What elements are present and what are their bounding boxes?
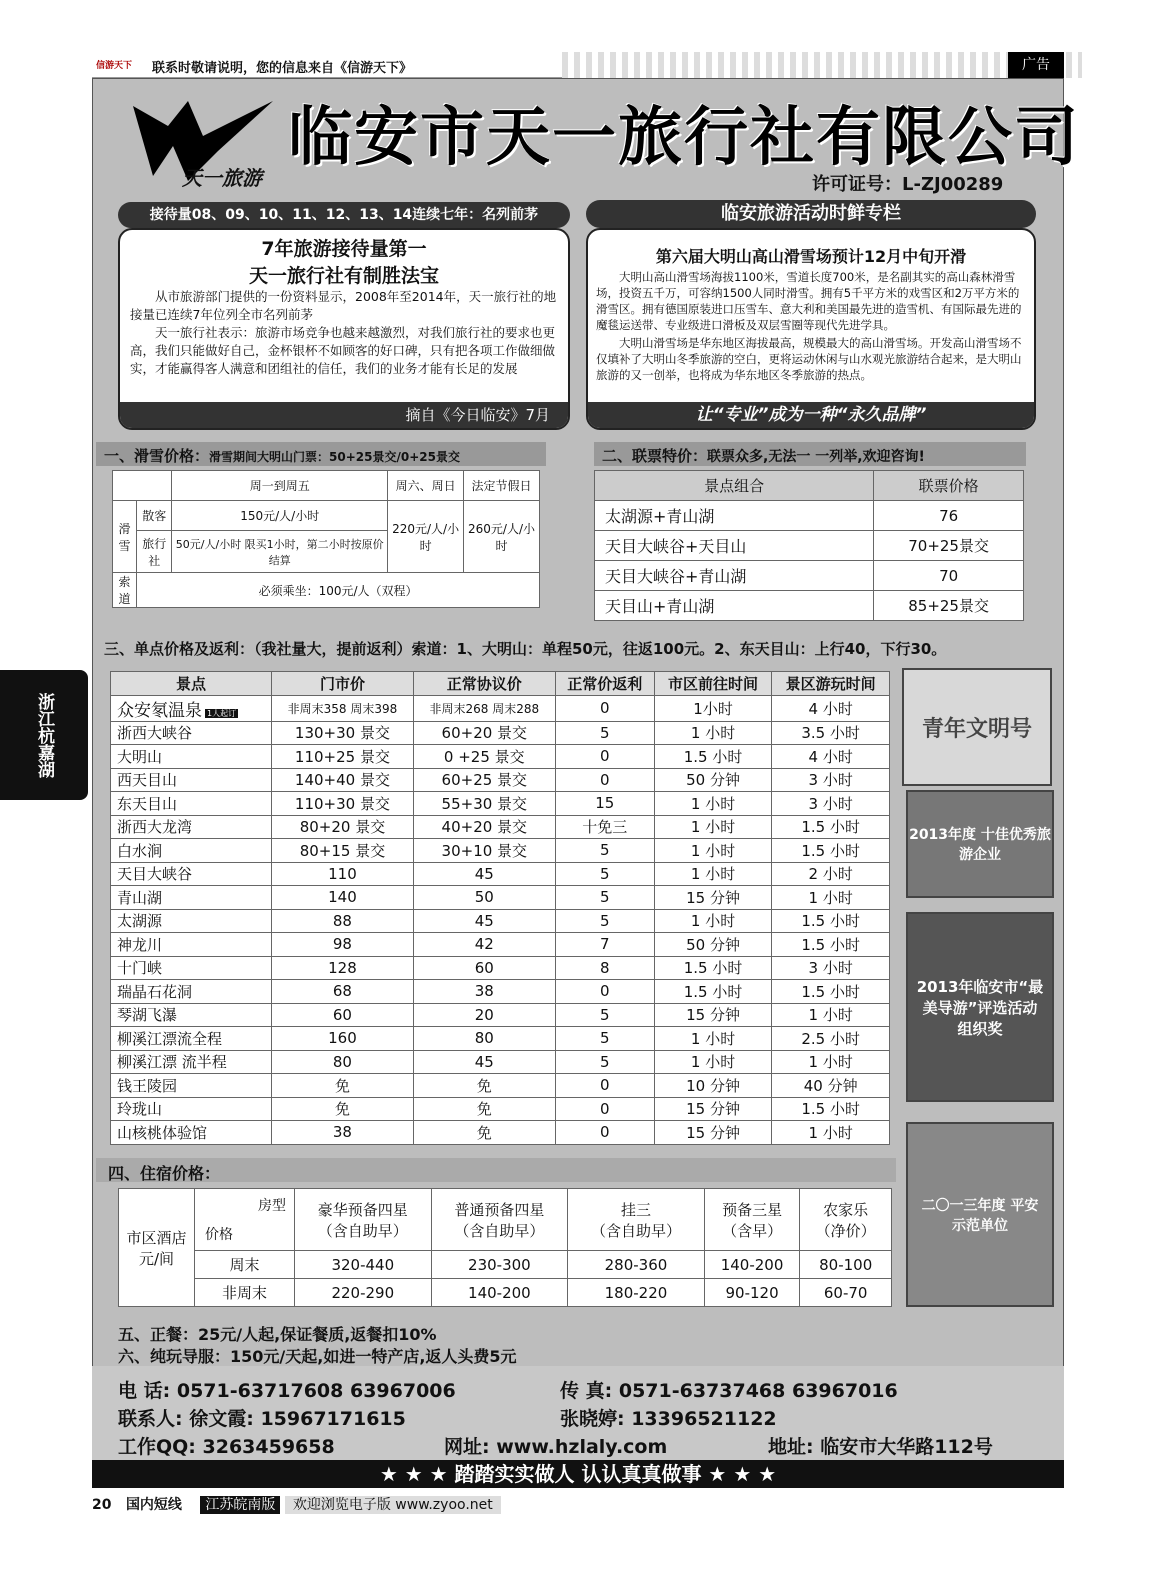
- spots-heading: 三、单点价格及返利：（我社量大，提前返利）索道：1、大明山：单程50元，往返100元。2、东天目山：上行40，下行30。: [104, 640, 947, 658]
- hotel-col-name: 豪华预备四星: [317, 1200, 408, 1219]
- spot-name: [111, 886, 272, 910]
- spot-name: [111, 1097, 272, 1121]
- spot-name-text: 浙西大峡谷: [117, 724, 193, 743]
- spot-name: [111, 768, 272, 792]
- spot-cell: 40 分钟: [772, 1074, 890, 1098]
- ski-heading-label: 一、滑雪价格：: [104, 447, 210, 465]
- combo-row: [595, 531, 1024, 561]
- spot-cell: 5: [555, 1027, 654, 1051]
- left-title-2: 天一旅行社有制胜法宝: [248, 265, 439, 287]
- spot-cell: 1 小时: [772, 1050, 890, 1074]
- publisher-logo: 信游天下: [96, 61, 133, 71]
- hotel-corner-bottom: 价格: [205, 1227, 233, 1243]
- tel-line: [118, 1376, 456, 1403]
- spot-cell: 免: [272, 1074, 414, 1098]
- ski-row-label: 滑雪: [113, 501, 137, 573]
- spot-cell: 1.5 小时: [772, 933, 890, 957]
- spot-cell: 50: [413, 886, 555, 910]
- spot-cell: 1 小时: [654, 862, 772, 886]
- spot-cell: 15 分钟: [654, 886, 772, 910]
- spot-name: [111, 933, 272, 957]
- spot-col: 正常价返利: [555, 672, 654, 696]
- top-bar: [92, 52, 1064, 78]
- spot-cell: 68: [272, 980, 414, 1004]
- hotel-price-table: [118, 1188, 892, 1307]
- qq-line[interactable]: 工作QQ: 3263459658: [118, 1436, 335, 1458]
- left-para-2: 天一旅行社表示：旅游市场竞争也越来越激烈，对我们旅行社的要求也更高，我们只能做好自己，金杯银杯不如顾客的好口碑，只有把各项工作做细做实，才能赢得客人满意和团组社的信任，我们的业务才能有长足的发展: [130, 325, 556, 376]
- ski-price-table: [112, 470, 540, 608]
- footer-site[interactable]: 欢迎浏览电子版 www.zyoo.net: [285, 1496, 501, 1514]
- hotel-weekday-label: 非周末: [195, 1279, 295, 1307]
- award-top-ten: 2013年度 十佳优秀旅游企业: [906, 790, 1054, 898]
- hotel-col: [295, 1189, 432, 1251]
- spot-cell: 55+30 景交: [413, 792, 555, 816]
- spot-cell: 1 小时: [772, 1003, 890, 1027]
- hotel-cell: 90-120: [704, 1279, 800, 1307]
- spot-name: [111, 839, 272, 863]
- spot-cell: 5: [555, 839, 654, 863]
- spot-cell: 1 小时: [772, 1121, 890, 1145]
- spot-name: [111, 815, 272, 839]
- spot-name-text: 众安氡温泉: [117, 700, 202, 721]
- ski-col: 周一到周五: [172, 471, 388, 501]
- spot-cell: 免: [413, 1097, 555, 1121]
- ski-cell: 260元/人/小时: [464, 501, 540, 573]
- spot-cell: 5: [555, 1003, 654, 1027]
- spot-name-text: 十门峡: [117, 959, 163, 978]
- spot-cell: 80: [413, 1027, 555, 1051]
- spot-row: [111, 721, 890, 745]
- hotel-col: [800, 1189, 892, 1251]
- spot-name: [111, 1050, 272, 1074]
- spot-cell: 免: [413, 1074, 555, 1098]
- left-para-1: 从市旅游部门提供的一份资料显示，2008年至2014年，天一旅行社的地接量已连续7年位列全市名列前茅: [130, 289, 557, 322]
- license-number: 许可证号：L-ZJ00289: [812, 174, 1004, 195]
- spot-row: [111, 1050, 890, 1074]
- right-para-2: 大明山滑雪场是华东地区海拔最高，规模最大的高山滑雪场。开发高山滑雪场不仅填补了大明山冬季旅游的空白，更将运动休闲与山水观光旅游结合起来，是大明山旅游的又一创举，也将成为华东地区冬季旅游的热点。: [596, 336, 1022, 382]
- spot-cell: 20: [413, 1003, 555, 1027]
- spot-row: [111, 933, 890, 957]
- tel-label: 电 话:: [118, 1380, 171, 1402]
- right-para-1: 大明山高山滑雪场海拔1100米，雪道长度700米，是名副其实的高山森林滑雪场，投资五千万，可容纳1500人同时滑雪。拥有5千平方米的戏雪区和2万平方米的滑雪区。拥有德国原装进口压雪车、意大利和美国最先进的造雪机、有国际最先进的魔毯运送带、专业级进口滑板及双层雪圈等现代先进学具。: [596, 270, 1022, 332]
- company-title: 临安市天一旅行社有限公司: [288, 101, 1080, 175]
- spot-name: [111, 956, 272, 980]
- spot-cell: 0: [555, 745, 654, 769]
- spot-cell: 1.5 小时: [772, 909, 890, 933]
- combo-name: 天目大峡谷+天目山: [595, 531, 874, 561]
- combo-name: 天目大峡谷+青山湖: [595, 561, 874, 591]
- ski-ropeway: 索道: [113, 573, 137, 608]
- right-slogan: 让“专业”成为一种“永久品牌”: [588, 402, 1034, 428]
- hotel-col-note: （含自助早）: [454, 1221, 545, 1240]
- ski-col: 法定节假日: [464, 471, 540, 501]
- spot-row: [111, 1121, 890, 1145]
- award-youth: 青年文明号: [902, 668, 1052, 786]
- spot-cell: 38: [272, 1121, 414, 1145]
- hotel-col: [704, 1189, 800, 1251]
- spot-row: [111, 1027, 890, 1051]
- spot-name-text: 柳溪江漂流全程: [117, 1029, 223, 1048]
- fax-line: [560, 1376, 898, 1403]
- spot-row: [111, 695, 890, 721]
- right-box-head: 临安旅游活动时鲜专栏: [586, 200, 1036, 228]
- spot-name: [111, 1027, 272, 1051]
- ski-heading-sub: 滑雪期间大明山门票：50+25景交/0+25景交: [209, 450, 460, 464]
- combo-heading-sub: 联票众多,无法一 一列举,欢迎咨询!: [707, 449, 925, 465]
- person-line: [118, 1404, 406, 1431]
- meal-note: 五、正餐：25元/人起,保证餐质,返餐扣10%: [118, 1325, 437, 1344]
- spot-cell: 5: [555, 721, 654, 745]
- combo-col: 联票价格: [874, 471, 1024, 501]
- spot-cell: 1.5 小时: [654, 745, 772, 769]
- spot-cell: 1 小时: [654, 909, 772, 933]
- spot-cell: 1 小时: [654, 792, 772, 816]
- spot-col: 正常协议价: [413, 672, 555, 696]
- spot-name: [111, 909, 272, 933]
- hotel-cell: 140-200: [704, 1251, 800, 1279]
- spot-cell: 4 小时: [772, 695, 890, 721]
- spot-name: [111, 1121, 272, 1145]
- spot-name-text: 白水涧: [117, 841, 163, 860]
- spot-name-text: 东天目山: [117, 794, 178, 813]
- hotel-cell: 320-440: [295, 1251, 432, 1279]
- spot-cell: 10 分钟: [654, 1074, 772, 1098]
- spot-name: [111, 792, 272, 816]
- spot-cell: 1 小时: [772, 886, 890, 910]
- min-order-badge: 1人起订: [207, 708, 237, 718]
- spot-cell: 0: [555, 980, 654, 1004]
- combo-price: 85+25景交: [874, 591, 1024, 621]
- spot-cell: 5: [555, 886, 654, 910]
- spot-col: 景点: [111, 672, 272, 696]
- ski-agency: 旅行社: [137, 531, 172, 573]
- spot-cell: 110+30 景交: [272, 792, 414, 816]
- hotel-corner: [195, 1189, 295, 1251]
- hotel-col-name: 农家乐: [823, 1200, 869, 1219]
- spot-cell: 45: [413, 909, 555, 933]
- spot-cell: 0: [555, 1097, 654, 1121]
- ad-tag: 广告: [1008, 52, 1064, 78]
- spot-name-text: 琴湖飞瀑: [117, 1006, 178, 1025]
- spot-col: 景区游玩时间: [772, 672, 890, 696]
- combo-row: [595, 591, 1024, 621]
- spot-cell: 42: [413, 933, 555, 957]
- combo-col: 景点组合: [595, 471, 874, 501]
- spot-cell: 1.5 小时: [772, 839, 890, 863]
- spot-cell: 1 小时: [654, 839, 772, 863]
- tel-value[interactable]: 0571-63717608 63967006: [176, 1380, 456, 1402]
- spot-cell: 2 小时: [772, 862, 890, 886]
- right-news-box: [586, 228, 1036, 430]
- hotel-col: [431, 1189, 568, 1251]
- spot-cell: 8: [555, 956, 654, 980]
- spot-cell: 45: [413, 1050, 555, 1074]
- hotel-col-name: 普通预备四星: [454, 1200, 545, 1219]
- spot-cell: 0 +25 景交: [413, 745, 555, 769]
- spot-cell: 110+25 景交: [272, 745, 414, 769]
- ski-walkin: 散客: [137, 501, 172, 531]
- hotel-cell: 180-220: [568, 1279, 705, 1307]
- combo-price: 70: [874, 561, 1024, 591]
- left-box-head: 接待量08、09、10、11、12、13、14连续七年：名列前茅: [118, 202, 570, 228]
- spot-name: [111, 980, 272, 1004]
- spot-cell: 60+25 景交: [413, 768, 555, 792]
- spot-name: [111, 745, 272, 769]
- spot-cell: 3 小时: [772, 768, 890, 792]
- spot-name: [111, 721, 272, 745]
- spot-cell: 十免三: [555, 815, 654, 839]
- ski-cell: 必须乘坐：100元/人（双程）: [137, 573, 540, 608]
- spot-cell: 80+20 景交: [272, 815, 414, 839]
- hotel-rowhead: 市区酒店元/间: [119, 1189, 195, 1307]
- hotel-cell: 60-70: [800, 1279, 892, 1307]
- hotel-weekend-label: 周末: [195, 1251, 295, 1279]
- guide-note: 六、纯玩导服：150元/天起,如进一特产店,返人头费5元: [118, 1347, 517, 1366]
- spot-cell: 5: [555, 1050, 654, 1074]
- spot-cell: 130+30 景交: [272, 721, 414, 745]
- ski-corner: [113, 471, 172, 501]
- spot-row: [111, 1003, 890, 1027]
- right-title: 第六届大明山高山滑雪场预计12月中旬开滑: [655, 247, 967, 266]
- combo-ticket-table: [594, 470, 1024, 621]
- footer-section: 国内短线: [125, 1497, 182, 1513]
- hotel-col-note: （净价）: [815, 1221, 876, 1240]
- spot-cell: 45: [413, 862, 555, 886]
- contact-note: 联系时敬请说明，您的信息来自《信游天下》: [152, 61, 413, 76]
- spot-name-text: 瑞晶石花洞: [117, 982, 193, 1001]
- spot-cell: 80: [272, 1050, 414, 1074]
- spot-row: [111, 886, 890, 910]
- spot-name-text: 玲珑山: [117, 1100, 163, 1119]
- spot-cell: 88: [272, 909, 414, 933]
- hotel-col-note: （含早）: [722, 1221, 783, 1240]
- spot-cell: 1.5 小时: [654, 956, 772, 980]
- spot-col: 市区前往时间: [654, 672, 772, 696]
- combo-name: 太湖源+青山湖: [595, 501, 874, 531]
- left-news-box: [118, 228, 570, 430]
- spot-cell: 15 分钟: [654, 1121, 772, 1145]
- spot-cell: 1.5 小时: [654, 980, 772, 1004]
- spot-row: [111, 815, 890, 839]
- hotel-cell: 230-300: [431, 1251, 568, 1279]
- left-source: 摘自《今日临安》7月: [120, 402, 568, 428]
- spot-cell: 0: [555, 1121, 654, 1145]
- combo-price: 70+25景交: [874, 531, 1024, 561]
- hotel-heading: 四、住宿价格：: [96, 1158, 896, 1182]
- spot-cell: 1.5 小时: [772, 1097, 890, 1121]
- hotel-col-note: （含自助早）: [317, 1221, 408, 1240]
- spot-row: [111, 909, 890, 933]
- spot-cell: 30+10 景交: [413, 839, 555, 863]
- page-number: 20: [92, 1497, 112, 1513]
- hotel-cell: 140-200: [431, 1279, 568, 1307]
- spot-cell: 40+20 景交: [413, 815, 555, 839]
- combo-heading-label: 二、联票特价：: [602, 447, 708, 465]
- spot-cell: 4 小时: [772, 745, 890, 769]
- combo-row: [595, 561, 1024, 591]
- spot-name: [111, 695, 272, 721]
- spot-cell: 0: [555, 768, 654, 792]
- spot-cell: 50 分钟: [654, 933, 772, 957]
- spot-cell: 1 小时: [654, 721, 772, 745]
- hotel-col-name: 预备三星: [722, 1200, 783, 1219]
- spot-cell: 1 小时: [654, 1027, 772, 1051]
- spot-cell: 1.5 小时: [772, 980, 890, 1004]
- spot-cell: 非周末268 周末288: [413, 695, 555, 721]
- spot-row: [111, 792, 890, 816]
- spot-cell: 0: [555, 1074, 654, 1098]
- spot-price-table: [110, 671, 890, 1145]
- hotel-corner-top: 房型: [258, 1198, 286, 1214]
- award-organize: 2013年临安市“最美导游”评选活动 组织奖: [906, 912, 1054, 1102]
- spot-name: [111, 1074, 272, 1098]
- spot-row: [111, 1097, 890, 1121]
- spot-name-text: 太湖源: [117, 912, 163, 931]
- spot-name-text: 西天目山: [117, 771, 178, 790]
- brand-name: 天一旅游: [182, 166, 262, 190]
- spot-name: [111, 1003, 272, 1027]
- web-line[interactable]: 网址: www.hzlaly.com: [444, 1436, 668, 1458]
- spot-cell: 非周末358 周末398: [272, 695, 414, 721]
- spot-name-text: 山核桃体验馆: [117, 1123, 208, 1142]
- spot-name-text: 柳溪江漂 流半程: [117, 1053, 227, 1072]
- addr-line: 地址: 临安市大华路112号: [768, 1436, 993, 1458]
- spot-name: [111, 862, 272, 886]
- ski-heading: [96, 442, 546, 466]
- ski-cell: 50元/人/小时 限买1小时，第二小时按原价结算: [172, 531, 388, 573]
- spot-row: [111, 1074, 890, 1098]
- spot-cell: 1 小时: [654, 1050, 772, 1074]
- spot-cell: 15 分钟: [654, 1097, 772, 1121]
- person-2[interactable]: 张晓婷: 13396521122: [560, 1408, 777, 1430]
- spot-cell: 80+15 景交: [272, 839, 414, 863]
- spot-cell: 140: [272, 886, 414, 910]
- ski-cell: 150元/人/小时: [172, 501, 388, 531]
- spot-cell: 15: [555, 792, 654, 816]
- ski-col: 周六、周日: [388, 471, 464, 501]
- spot-cell: 60: [413, 956, 555, 980]
- spot-cell: 免: [413, 1121, 555, 1145]
- spot-cell: 7: [555, 933, 654, 957]
- fax-value: 0571-63737468 63967016: [618, 1380, 898, 1402]
- fax-label: 传 真:: [560, 1380, 613, 1402]
- spot-cell: 1 小时: [654, 815, 772, 839]
- hotel-col-name: 挂三: [620, 1200, 651, 1219]
- spot-name-text: 天目大峡谷: [117, 865, 193, 884]
- spot-name-text: 大明山: [117, 747, 163, 766]
- spot-cell: 1小时: [654, 695, 772, 721]
- spot-cell: 0: [555, 695, 654, 721]
- spot-cell: 38: [413, 980, 555, 1004]
- spot-name-text: 青山湖: [117, 888, 163, 907]
- person-label: 联系人:: [118, 1408, 183, 1430]
- page-footer: [92, 1494, 1064, 1516]
- combo-name: 天目山+青山湖: [595, 591, 874, 621]
- spot-name-text: 浙西大龙湾: [117, 818, 193, 837]
- spot-cell: 5: [555, 909, 654, 933]
- hotel-cell: 220-290: [295, 1279, 432, 1307]
- combo-row: [595, 501, 1024, 531]
- ski-cell: 220元/人/小时: [388, 501, 464, 573]
- spot-row: [111, 980, 890, 1004]
- spot-cell: 160: [272, 1027, 414, 1051]
- spot-col: 门市价: [272, 672, 414, 696]
- hotel-col: [568, 1189, 705, 1251]
- award-safety: 二〇一三年度 平安示范单位: [906, 1122, 1054, 1307]
- spot-row: [111, 768, 890, 792]
- spot-cell: 15 分钟: [654, 1003, 772, 1027]
- spot-cell: 60: [272, 1003, 414, 1027]
- spot-cell: 128: [272, 956, 414, 980]
- spot-row: [111, 956, 890, 980]
- person-1[interactable]: 徐文霞: 15967171615: [189, 1408, 406, 1430]
- spot-cell: 1.5 小时: [772, 815, 890, 839]
- region-tab: 浙江杭嘉湖: [0, 670, 88, 800]
- spot-cell: 3 小时: [772, 956, 890, 980]
- spot-cell: 140+40 景交: [272, 768, 414, 792]
- spot-name-text: 钱王陵园: [117, 1076, 178, 1095]
- spot-cell: 3 小时: [772, 792, 890, 816]
- spot-cell: 60+20 景交: [413, 721, 555, 745]
- spot-cell: 110: [272, 862, 414, 886]
- footer-edition: 江苏皖南版: [200, 1496, 280, 1514]
- spot-cell: 免: [272, 1097, 414, 1121]
- spot-row: [111, 862, 890, 886]
- spot-cell: 5: [555, 862, 654, 886]
- spot-cell: 3.5 小时: [772, 721, 890, 745]
- spot-row: [111, 839, 890, 863]
- checker-pattern: [562, 52, 1082, 78]
- hotel-col-note: （含自助早）: [590, 1221, 681, 1240]
- spot-cell: 2.5 小时: [772, 1027, 890, 1051]
- spot-name-text: 神龙川: [117, 935, 163, 954]
- left-title-1: 7年旅游接待量第一: [261, 238, 427, 260]
- hotel-cell: 80-100: [800, 1251, 892, 1279]
- spot-row: [111, 745, 890, 769]
- spot-cell: 98: [272, 933, 414, 957]
- combo-heading: [594, 442, 1026, 466]
- combo-price: 76: [874, 501, 1024, 531]
- spot-cell: 50 分钟: [654, 768, 772, 792]
- bottom-slogan: ★ ★ ★ 踏踏实实做人 认认真真做事 ★ ★ ★: [92, 1460, 1064, 1488]
- hotel-cell: 280-360: [568, 1251, 705, 1279]
